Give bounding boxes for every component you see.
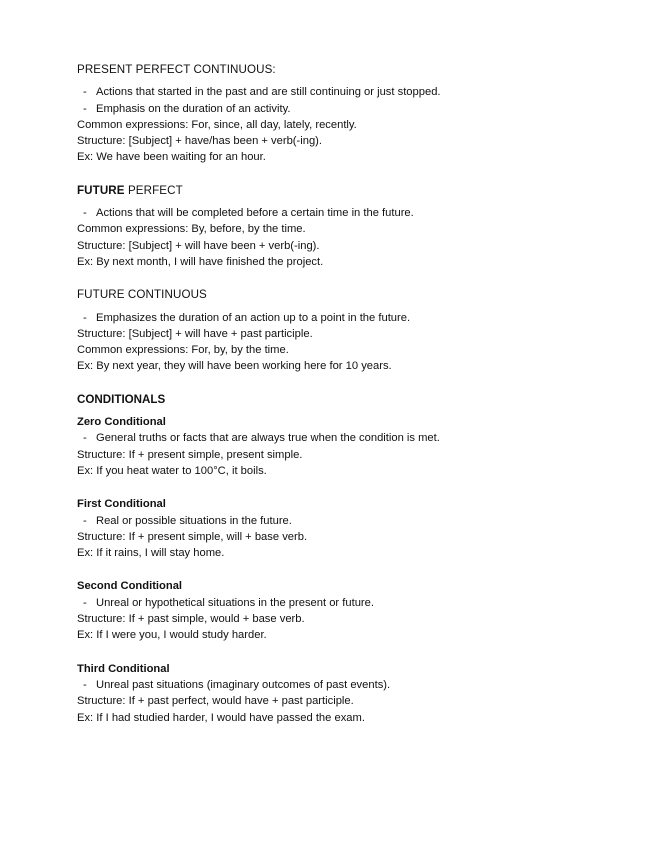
section-future-perfect bbox=[77, 183, 637, 270]
third-conditional bbox=[77, 661, 637, 726]
structure: Structure: If + past simple, would + base verb. bbox=[77, 613, 305, 626]
zero-conditional bbox=[77, 414, 637, 479]
section-conditionals bbox=[77, 392, 637, 726]
document-page bbox=[77, 62, 637, 726]
common-expressions: Common expressions: For, since, all day, lately, recently. bbox=[77, 118, 357, 131]
structure: Structure: [Subject] + will have + past participle. bbox=[77, 327, 313, 340]
structure: Structure: If + past perfect, would have + past participle. bbox=[77, 695, 354, 708]
section-title-rest: PERFECT bbox=[124, 183, 183, 197]
bullet-item bbox=[77, 205, 637, 221]
spacer bbox=[77, 644, 637, 661]
section-present-perfect-continuous bbox=[77, 62, 637, 166]
subsection-title: First Conditional bbox=[77, 498, 166, 511]
example: Ex: If I had studied harder, I would have passed the exam. bbox=[77, 711, 365, 724]
subsection-title: Third Conditional bbox=[77, 662, 170, 675]
bullet-text: Emphasis on the duration of an activity. bbox=[96, 102, 291, 115]
structure: Structure: If + present simple, present simple. bbox=[77, 448, 303, 461]
bullet-text: Actions that started in the past and are still continuing or just stopped. bbox=[96, 86, 441, 99]
example: Ex: If you heat water to 100°C, it boils. bbox=[77, 464, 267, 477]
section-title: FUTURE CONTINUOUS bbox=[77, 288, 207, 302]
bullet-dash: - bbox=[83, 514, 87, 527]
example: Ex: If it rains, I will stay home. bbox=[77, 547, 225, 560]
common-expressions: Common expressions: For, by, by the time. bbox=[77, 344, 289, 357]
structure: Structure: If + present simple, will + base verb. bbox=[77, 530, 308, 543]
example: Ex: We have been waiting for an hour. bbox=[77, 151, 266, 164]
section-title: PRESENT PERFECT CONTINUOUS: bbox=[77, 63, 276, 76]
second-conditional bbox=[77, 578, 637, 643]
bullet-text: General truths or facts that are always true when the condition is met. bbox=[96, 432, 440, 445]
section-title bbox=[77, 183, 637, 199]
bullet-dash: - bbox=[83, 432, 87, 445]
first-conditional bbox=[77, 496, 637, 561]
bullet-text: Real or possible situations in the future. bbox=[96, 514, 292, 527]
spacer bbox=[77, 375, 637, 392]
bullet-item bbox=[77, 430, 637, 446]
spacer bbox=[77, 166, 637, 183]
example: Ex: If I were you, I would study harder. bbox=[77, 629, 267, 642]
example: Ex: By next month, I will have finished the project. bbox=[77, 255, 324, 268]
bullet-text: Emphasizes the duration of an action up to a point in the future. bbox=[96, 311, 411, 324]
subsection-title: Second Conditional bbox=[77, 580, 183, 593]
bullet-dash: - bbox=[83, 678, 87, 691]
bullet-item bbox=[77, 84, 637, 100]
bullet-item bbox=[77, 677, 637, 693]
bullet-text: Actions that will be completed before a certain time in the future. bbox=[96, 207, 414, 220]
bullet-text: Unreal past situations (imaginary outcomes of past events). bbox=[96, 678, 391, 691]
bullet-dash: - bbox=[83, 86, 87, 99]
structure: Structure: [Subject] + have/has been + verb(-ing). bbox=[77, 135, 323, 148]
bullet-dash: - bbox=[83, 596, 87, 609]
bullet-dash: - bbox=[83, 207, 87, 220]
bullet-item bbox=[77, 310, 637, 326]
bullet-item bbox=[77, 595, 637, 611]
spacer bbox=[77, 270, 637, 287]
bullet-item bbox=[77, 101, 637, 117]
spacer bbox=[77, 479, 637, 496]
common-expressions: Common expressions: By, before, by the time. bbox=[77, 223, 306, 236]
bullet-item bbox=[77, 513, 637, 529]
section-title: CONDITIONALS bbox=[77, 392, 166, 406]
bullet-dash: - bbox=[83, 311, 87, 324]
spacer bbox=[77, 561, 637, 578]
bullet-dash: - bbox=[83, 102, 87, 115]
example: Ex: By next year, they will have been working here for 10 years. bbox=[77, 360, 392, 373]
section-future-continuous bbox=[77, 287, 637, 374]
structure: Structure: [Subject] + will have been + verb(-ing). bbox=[77, 239, 320, 252]
subsection-title: Zero Conditional bbox=[77, 416, 166, 429]
section-title-bold: FUTURE bbox=[77, 183, 125, 197]
bullet-text: Unreal or hypothetical situations in the present or future. bbox=[96, 596, 374, 609]
